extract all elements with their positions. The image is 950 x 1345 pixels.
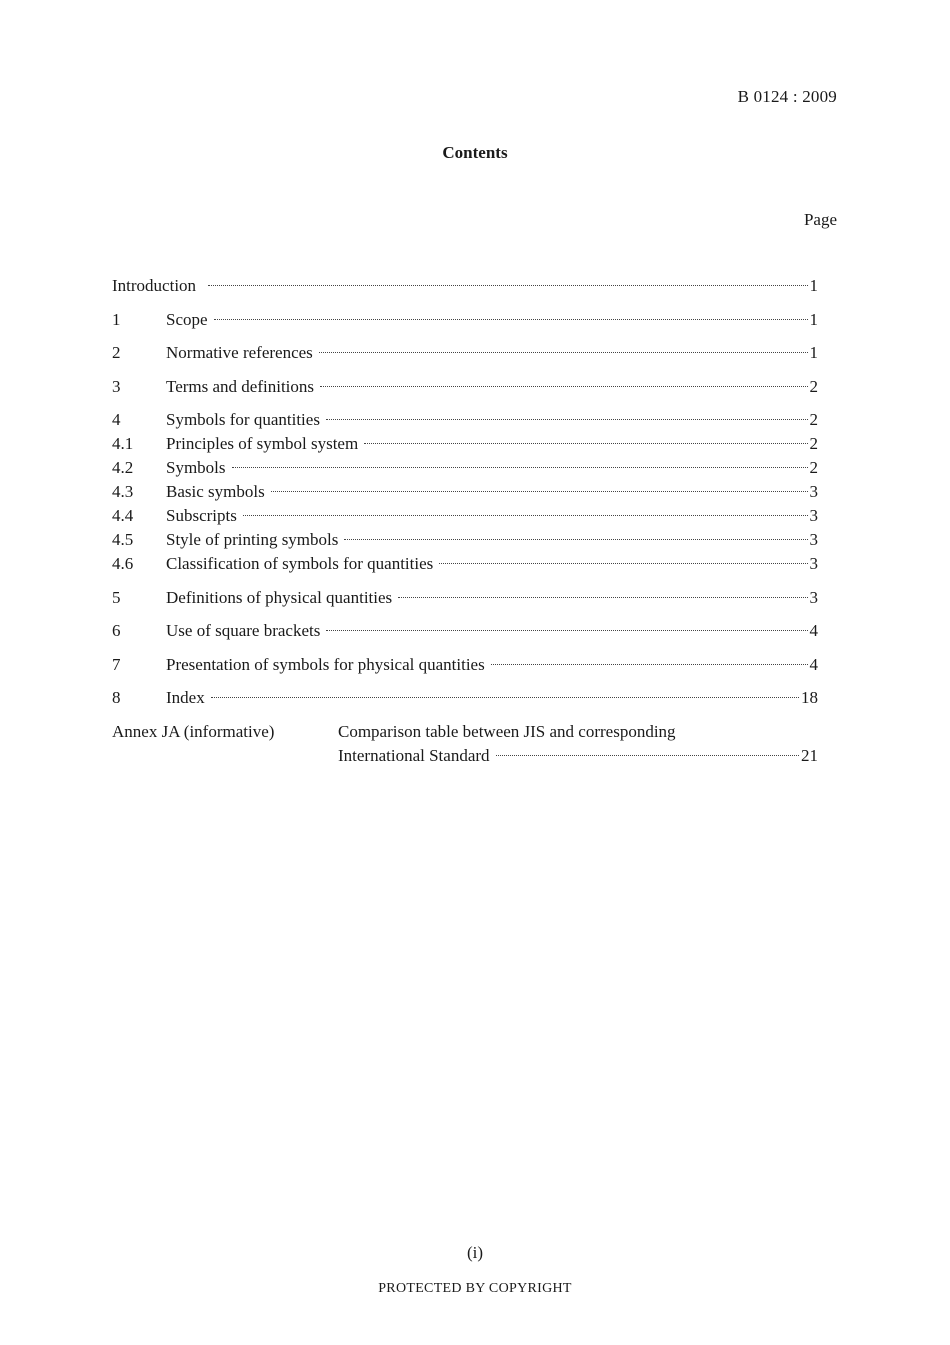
toc-row-2[interactable] bbox=[112, 341, 818, 365]
toc-row-4-2[interactable] bbox=[112, 456, 818, 480]
toc-dot-leader bbox=[320, 386, 807, 387]
page-column-label: Page bbox=[803, 210, 837, 229]
toc-dot-leader bbox=[439, 563, 807, 564]
toc-dot-leader bbox=[364, 443, 807, 444]
table-of-contents bbox=[112, 274, 818, 768]
toc-entry-number: 4.4 bbox=[112, 506, 134, 525]
toc-dot-leader bbox=[214, 319, 808, 320]
toc-dot-leader bbox=[344, 539, 807, 540]
toc-entry-page: 2 bbox=[809, 434, 818, 453]
toc-entry-number: 7 bbox=[112, 654, 121, 674]
toc-row-7[interactable] bbox=[112, 653, 818, 677]
toc-entry-page: 2 bbox=[809, 458, 818, 477]
page-number-roman: (i) bbox=[466, 1243, 484, 1262]
toc-row-5[interactable] bbox=[112, 586, 818, 610]
toc-entry-title: Style of printing symbols bbox=[166, 530, 339, 549]
toc-entry-title: Symbols bbox=[166, 458, 226, 477]
toc-entry-number: 3 bbox=[112, 376, 121, 396]
toc-row-3[interactable] bbox=[112, 375, 818, 399]
toc-entry-title: Presentation of symbols for physical quantities bbox=[166, 654, 485, 674]
toc-entry-title: Normative references bbox=[166, 343, 313, 362]
toc-dot-leader bbox=[491, 664, 808, 665]
toc-entry-title: Classification of symbols for quantities bbox=[166, 554, 434, 573]
annex-title-line-2-row bbox=[338, 744, 818, 768]
toc-entry-title: Index bbox=[166, 688, 205, 707]
toc-entry-page: 3 bbox=[809, 506, 818, 525]
toc-entry-page: 2 bbox=[809, 376, 818, 396]
toc-row-4-6[interactable] bbox=[112, 552, 818, 576]
toc-dot-leader bbox=[243, 515, 808, 516]
toc-entry-number: 4 bbox=[112, 410, 121, 429]
toc-entry-number: 8 bbox=[112, 688, 121, 707]
toc-entry-title: Scope bbox=[166, 309, 208, 329]
toc-entry-page: 2 bbox=[809, 410, 818, 429]
toc-entry-page: 3 bbox=[809, 482, 818, 501]
toc-entry-number: 4.6 bbox=[112, 554, 134, 573]
toc-entry-page: 3 bbox=[809, 554, 818, 573]
toc-dot-leader bbox=[326, 630, 807, 631]
toc-entry-title: Subscripts bbox=[166, 506, 237, 525]
toc-row-4-3[interactable] bbox=[112, 480, 818, 504]
toc-entry-page: 1 bbox=[809, 276, 818, 295]
toc-entry-page: 3 bbox=[809, 530, 818, 549]
toc-dot-leader bbox=[232, 467, 808, 468]
toc-entry-title: Introduction bbox=[112, 276, 197, 295]
toc-dot-leader bbox=[319, 352, 808, 353]
copyright-notice: PROTECTED BY COPYRIGHT bbox=[378, 1281, 572, 1296]
toc-entry-page: 4 bbox=[809, 621, 818, 640]
toc-entry-page: 18 bbox=[801, 688, 818, 707]
toc-entry-number: 6 bbox=[112, 621, 121, 640]
toc-entry-number: 4.5 bbox=[112, 530, 134, 549]
toc-row-1[interactable] bbox=[112, 308, 818, 332]
annex-title-line-1: Comparison table between JIS and corresponding bbox=[338, 721, 676, 741]
toc-dot-leader bbox=[326, 419, 808, 420]
toc-entry-page: 1 bbox=[809, 343, 818, 362]
toc-entry-page: 4 bbox=[809, 654, 818, 674]
toc-entry-title: Use of square brackets bbox=[166, 621, 321, 640]
annex-label: Annex JA (informative) bbox=[112, 721, 275, 741]
toc-row-4-5[interactable] bbox=[112, 528, 818, 552]
toc-dot-leader bbox=[211, 697, 799, 698]
toc-entry-number: 2 bbox=[112, 343, 121, 362]
toc-row-4-4[interactable] bbox=[112, 504, 818, 528]
toc-row-6[interactable] bbox=[112, 619, 818, 643]
toc-entry-page: 21 bbox=[801, 745, 818, 765]
toc-row-4-1[interactable] bbox=[112, 432, 818, 456]
page-title: Contents bbox=[442, 143, 508, 162]
toc-entry-number: 5 bbox=[112, 587, 121, 607]
toc-entry-page: 3 bbox=[809, 587, 818, 607]
toc-row-4[interactable] bbox=[112, 408, 818, 432]
annex-title-block bbox=[338, 720, 818, 768]
document-id: B 0124 : 2009 bbox=[737, 87, 837, 106]
toc-entry-number: 4.2 bbox=[112, 458, 134, 477]
toc-entry-title: Basic symbols bbox=[166, 482, 265, 501]
toc-entry-title: Terms and definitions bbox=[166, 376, 315, 396]
toc-row-8[interactable] bbox=[112, 686, 818, 710]
annex-title-line-2: International Standard bbox=[338, 745, 490, 765]
toc-dot-leader bbox=[398, 597, 807, 598]
toc-entry-title: Definitions of physical quantities bbox=[166, 587, 393, 607]
toc-entry-title: Symbols for quantities bbox=[166, 410, 320, 429]
toc-row-introduction[interactable] bbox=[112, 274, 818, 298]
toc-dot-leader bbox=[208, 285, 807, 286]
toc-entry-title: Principles of symbol system bbox=[166, 434, 359, 453]
toc-dot-leader bbox=[496, 755, 799, 756]
toc-dot-leader bbox=[271, 491, 808, 492]
toc-entry-number: 4.3 bbox=[112, 482, 134, 501]
toc-entry-page: 1 bbox=[809, 309, 818, 329]
toc-entry-number: 1 bbox=[112, 309, 121, 329]
toc-entry-number: 4.1 bbox=[112, 434, 134, 453]
toc-row-annex-ja[interactable] bbox=[112, 720, 818, 768]
